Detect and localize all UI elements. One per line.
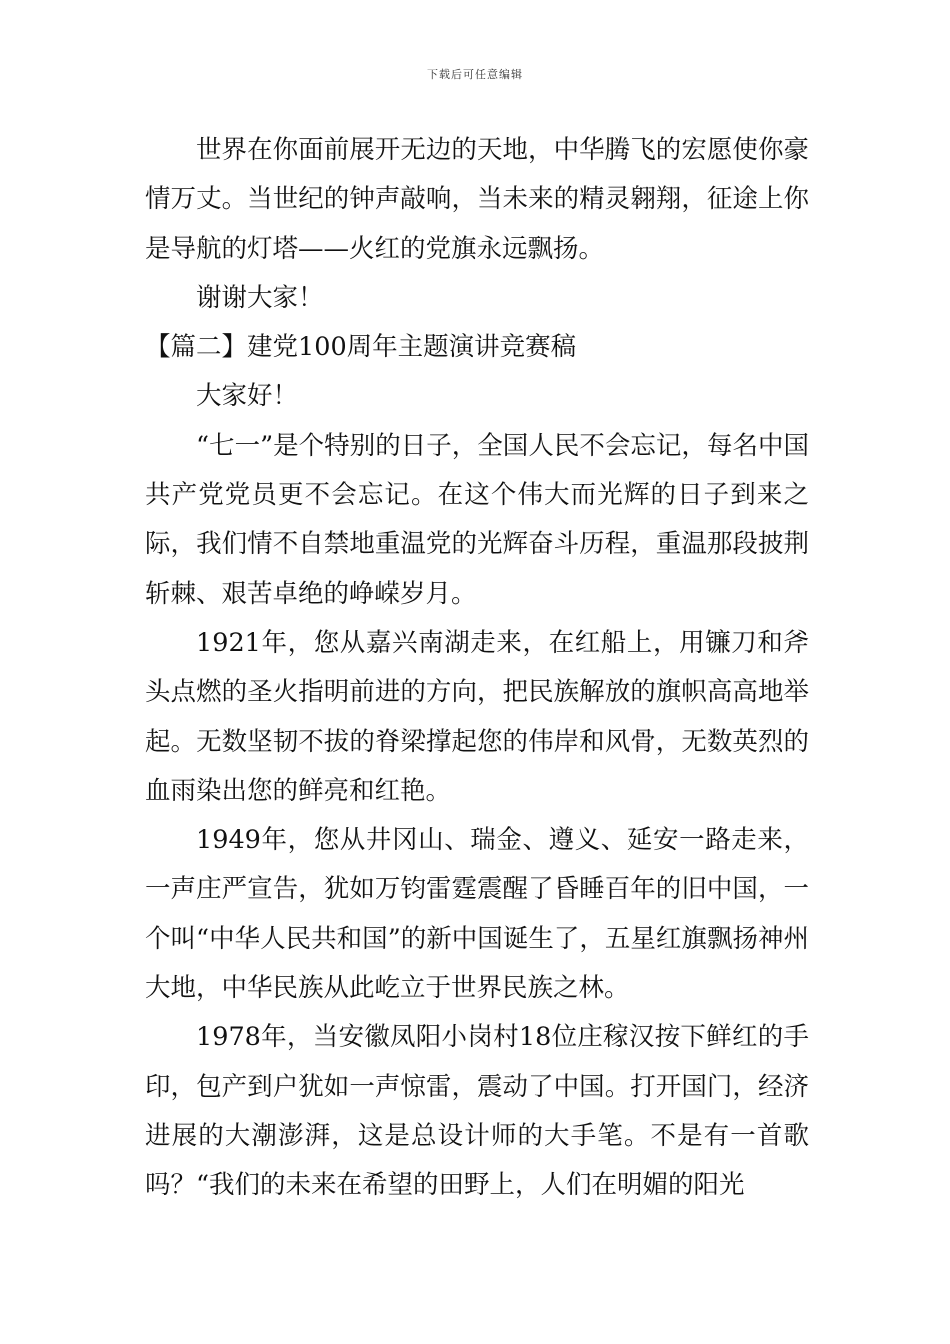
paragraph-1921: 1921年，您从嘉兴南湖走来，在红船上，用镰刀和斧头点燃的圣火指明前进的方向，把民族解放的旗帜高高地举起。无数坚韧不拔的脊梁撑起您的伟岸和风骨，无数英烈的血雨染出您的鲜亮和红艳。 <box>145 627 809 806</box>
section-heading: 【篇二】建党100周年主题演讲竞赛稿 <box>145 332 577 363</box>
paragraph-1949: 1949年，您从井冈山、瑞金、遵义、延安一路走来，一声庄严宣告，犹如万钧雷霆震醒了昏睡百年的旧中国，一个叫“中华人民共和国”的新中国诞生了，五星红旗飘扬神州大地，中华民族从此屹立于世界民族之林。 <box>145 825 809 1004</box>
paragraph-greeting: 大家好！ <box>196 381 299 412</box>
paragraph-july-first: “七一”是个特别的日子，全国人民不会忘记，每名中国共产党党员更不会忘记。在这个伟大而光辉的日子到来之际，我们情不自禁地重温党的光辉奋斗历程，重温那段披荆斩棘、艰苦卓绝的峥嵘岁月。 <box>145 430 809 609</box>
paragraph-1978: 1978年，当安徽凤阳小岗村18位庄稼汉按下鲜红的手印，包产到户犹如一声惊雷，震动了中国。打开国门，经济进展的大潮澎湃，这是总设计师的大手笔。不是有一首歌吗？“我们的未来在希望的田野上，人们在明媚的阳光 <box>145 1022 809 1201</box>
header-note: 下载后可任意编辑 <box>427 68 523 81</box>
document-body <box>145 126 809 1211</box>
paragraph-closing-vision: 世界在你面前展开无边的天地，中华腾飞的宏愿使你豪情万丈。当世纪的钟声敲响，当未来的精灵翱翔，征途上你是导航的灯塔——火红的党旗永远飘扬。 <box>145 135 809 264</box>
paragraph-thanks: 谢谢大家！ <box>196 282 324 313</box>
